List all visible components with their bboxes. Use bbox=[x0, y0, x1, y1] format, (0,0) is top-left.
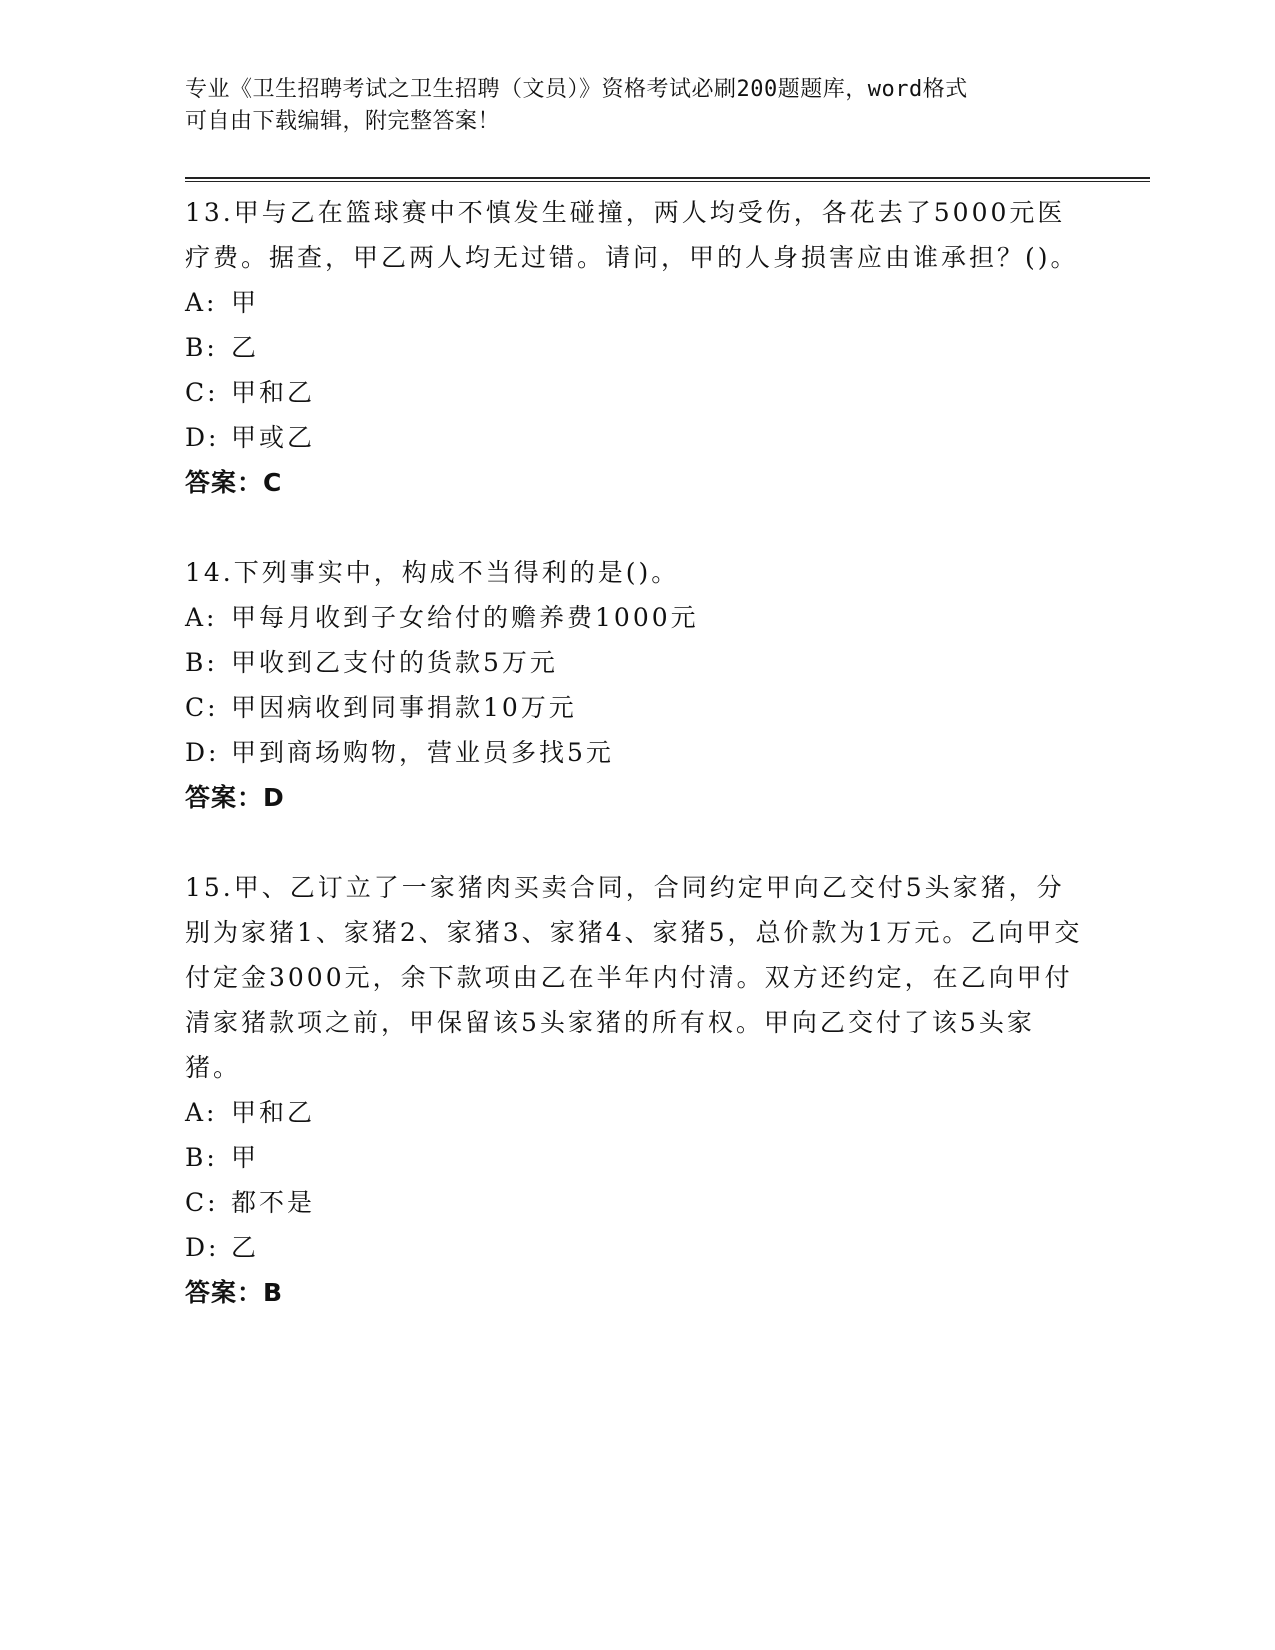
option-text: 甲 bbox=[231, 288, 260, 317]
option-letter: D: bbox=[185, 1233, 220, 1262]
header-line-1: 专业《卫生招聘考试之卫生招聘（文员）》资格考试必刷200题题库，word格式 bbox=[185, 77, 968, 102]
option-text: 甲和乙 bbox=[231, 1098, 316, 1127]
option-c bbox=[185, 685, 1085, 730]
header-divider-thick bbox=[185, 177, 1150, 179]
option-a bbox=[185, 1090, 1085, 1135]
answer-label: 答案：C bbox=[185, 468, 283, 497]
header-divider-thin bbox=[185, 181, 1150, 182]
option-letter: A: bbox=[185, 603, 218, 632]
header-line-2: 可自由下载编辑，附完整答案！ bbox=[185, 109, 501, 134]
option-text: 甲 bbox=[231, 1143, 260, 1172]
question-13 bbox=[185, 190, 1085, 506]
option-text: 甲和乙 bbox=[231, 378, 316, 407]
option-text: 甲收到乙支付的货款5万元 bbox=[231, 648, 558, 677]
option-b bbox=[185, 640, 1085, 685]
option-letter: C: bbox=[185, 693, 219, 722]
option-letter: A: bbox=[185, 288, 218, 317]
question-stem: 13.甲与乙在篮球赛中不慎发生碰撞，两人均受伤，各花去了5000元医疗费。据查，甲乙两人均无过错。请问，甲的人身损害应由谁承担？()。 bbox=[185, 198, 1079, 272]
option-letter: A: bbox=[185, 1098, 218, 1127]
option-text: 乙 bbox=[231, 1233, 260, 1262]
option-text: 都不是 bbox=[231, 1188, 316, 1217]
option-text: 甲每月收到子女给付的赡养费1000元 bbox=[231, 603, 699, 632]
option-letter: D: bbox=[185, 738, 220, 767]
option-text: 甲因病收到同事捐款10万元 bbox=[231, 693, 577, 722]
option-b bbox=[185, 1135, 1085, 1180]
option-d bbox=[185, 1225, 1085, 1270]
question-14 bbox=[185, 550, 1085, 821]
document-header bbox=[185, 74, 1065, 138]
option-c bbox=[185, 1180, 1085, 1225]
option-letter: C: bbox=[185, 378, 219, 407]
option-d bbox=[185, 415, 1085, 460]
option-letter: B: bbox=[185, 1143, 218, 1172]
option-text: 乙 bbox=[231, 333, 260, 362]
question-list bbox=[185, 190, 1085, 1360]
question-stem: 15.甲、乙订立了一家猪肉买卖合同，合同约定甲向乙交付5头家猪，分别为家猪1、家猪2、家猪3、家猪4、家猪5，总价款为1万元。乙向甲交付定金3000元，余下款项由乙在半年内付清。双方还约定，在乙向甲付清家猪款项之前，甲保留该5头家猪的所有权。甲向乙交付了该5头家猪。 bbox=[185, 873, 1083, 1082]
option-text: 甲到商场购物，营业员多找5元 bbox=[231, 738, 614, 767]
option-d bbox=[185, 730, 1085, 775]
question-stem: 14.下列事实中，构成不当得利的是()。 bbox=[185, 558, 680, 587]
option-text: 甲或乙 bbox=[231, 423, 316, 452]
option-a bbox=[185, 595, 1085, 640]
option-a bbox=[185, 280, 1085, 325]
question-15 bbox=[185, 865, 1085, 1316]
answer-label: 答案：B bbox=[185, 1278, 284, 1307]
option-letter: D: bbox=[185, 423, 220, 452]
option-letter: C: bbox=[185, 1188, 219, 1217]
option-b bbox=[185, 325, 1085, 370]
option-letter: B: bbox=[185, 333, 218, 362]
option-letter: B: bbox=[185, 648, 218, 677]
option-c bbox=[185, 370, 1085, 415]
answer-label: 答案：D bbox=[185, 783, 285, 812]
